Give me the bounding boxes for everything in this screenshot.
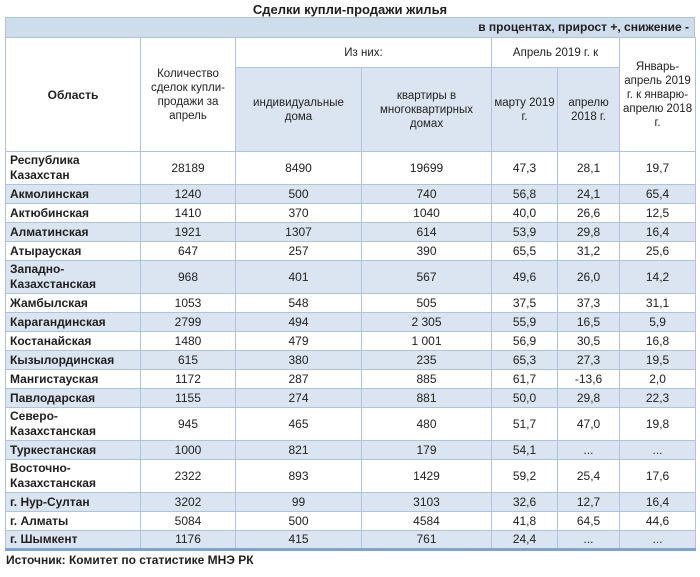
table-row — [6, 242, 696, 261]
value-cell: 505 — [362, 294, 492, 313]
region-cell: Туркестанская — [6, 441, 141, 460]
value-cell: 479 — [236, 332, 362, 351]
value-cell: 740 — [362, 185, 492, 204]
region-cell: Костанайская — [6, 332, 141, 351]
value-cell: 44,6 — [620, 512, 696, 531]
value-cell: 24,4 — [492, 531, 558, 550]
value-cell: 17,6 — [620, 460, 696, 493]
value-cell: ... — [558, 531, 620, 550]
value-cell: 415 — [236, 531, 362, 550]
value-cell: 615 — [141, 351, 236, 370]
region-cell: Актюбинская — [6, 204, 141, 223]
table-row — [6, 313, 696, 332]
value-cell: 27,3 — [558, 351, 620, 370]
value-cell: 1480 — [141, 332, 236, 351]
value-cell: 16,5 — [558, 313, 620, 332]
value-cell: 2,0 — [620, 370, 696, 389]
value-cell: 19,7 — [620, 152, 696, 185]
table-row — [6, 370, 696, 389]
value-cell: 56,8 — [492, 185, 558, 204]
data-table — [5, 37, 696, 551]
region-cell: Мангистауская — [6, 370, 141, 389]
value-cell: 28,1 — [558, 152, 620, 185]
value-cell: 821 — [236, 441, 362, 460]
value-cell: 25,4 — [558, 460, 620, 493]
value-cell: 500 — [236, 185, 362, 204]
value-cell: 761 — [362, 531, 492, 550]
region-cell: Карагандинская — [6, 313, 141, 332]
table-row — [6, 261, 696, 294]
region-cell: Алматинская — [6, 223, 141, 242]
value-cell: 37,5 — [492, 294, 558, 313]
table-row — [6, 223, 696, 242]
region-cell: Северо-Казахстанская — [6, 408, 141, 441]
value-cell: 3103 — [362, 493, 492, 512]
value-cell: 1040 — [362, 204, 492, 223]
value-cell: 287 — [236, 370, 362, 389]
value-cell: 2 305 — [362, 313, 492, 332]
value-cell: 56,9 — [492, 332, 558, 351]
value-cell: 47,3 — [492, 152, 558, 185]
value-cell: 50,0 — [492, 389, 558, 408]
value-cell: 480 — [362, 408, 492, 441]
value-cell: 65,3 — [492, 351, 558, 370]
value-cell: 1429 — [362, 460, 492, 493]
value-cell: 32,6 — [492, 493, 558, 512]
region-cell: Кызылординская — [6, 351, 141, 370]
value-cell: 61,7 — [492, 370, 558, 389]
value-cell: 53,9 — [492, 223, 558, 242]
col-header-to-march-2019: марту 2019 г. — [492, 68, 558, 152]
region-cell: Западно-Казахстанская — [6, 261, 141, 294]
value-cell: 881 — [362, 389, 492, 408]
value-cell: 19699 — [362, 152, 492, 185]
table-row — [6, 389, 696, 408]
table-row — [6, 351, 696, 370]
value-cell: 370 — [236, 204, 362, 223]
value-cell: 30,5 — [558, 332, 620, 351]
value-cell: 1307 — [236, 223, 362, 242]
value-cell: 19,5 — [620, 351, 696, 370]
value-cell: 16,8 — [620, 332, 696, 351]
region-cell: Жамбылская — [6, 294, 141, 313]
value-cell: 274 — [236, 389, 362, 408]
table-row — [6, 332, 696, 351]
value-cell: 24,1 — [558, 185, 620, 204]
value-cell: 41,8 — [492, 512, 558, 531]
value-cell: 5,9 — [620, 313, 696, 332]
value-cell: 14,2 — [620, 261, 696, 294]
value-cell: 65,4 — [620, 185, 696, 204]
value-cell: 500 — [236, 512, 362, 531]
table-row — [6, 185, 696, 204]
region-cell: г. Алматы — [6, 512, 141, 531]
col-header-total: Количество сделок купли-продажи за апрель — [141, 38, 236, 152]
table-row — [6, 152, 696, 185]
page-title: Сделки купли-продажи жилья — [252, 2, 448, 17]
value-cell: 28189 — [141, 152, 236, 185]
source-note: Источник: Комитет по статистике МНЭ РК — [6, 553, 254, 567]
value-cell: 1176 — [141, 531, 236, 550]
value-cell: ... — [558, 441, 620, 460]
units-note: в процентах, прирост +, снижение - — [5, 17, 695, 37]
value-cell: 26,6 — [558, 204, 620, 223]
value-cell: 99 — [236, 493, 362, 512]
col-header-to-april-2018: апрелю 2018 г. — [558, 68, 620, 152]
value-cell: 16,4 — [620, 493, 696, 512]
value-cell: 37,3 — [558, 294, 620, 313]
value-cell: 567 — [362, 261, 492, 294]
value-cell: 390 — [362, 242, 492, 261]
value-cell: 1410 — [141, 204, 236, 223]
value-cell: 5084 — [141, 512, 236, 531]
value-cell: 968 — [141, 261, 236, 294]
value-cell: -13,6 — [558, 370, 620, 389]
col-group-april-2019: Апрель 2019 г. к — [492, 38, 620, 68]
col-header-individual-houses: индивидуальные дома — [236, 68, 362, 152]
value-cell: 4584 — [362, 512, 492, 531]
region-cell: Атырауская — [6, 242, 141, 261]
col-group-of-them: Из них: — [236, 38, 492, 68]
region-cell: г. Шымкент — [6, 531, 141, 550]
value-cell: 22,3 — [620, 389, 696, 408]
value-cell: 26,0 — [558, 261, 620, 294]
value-cell: 29,8 — [558, 223, 620, 242]
value-cell: 380 — [236, 351, 362, 370]
value-cell: 54,1 — [492, 441, 558, 460]
value-cell: 1 001 — [362, 332, 492, 351]
value-cell: 548 — [236, 294, 362, 313]
value-cell: 179 — [362, 441, 492, 460]
value-cell: 51,7 — [492, 408, 558, 441]
col-header-jan-apr: Январь-апрель 2019 г. к январю-апрелю 2018 г. — [620, 38, 696, 152]
region-cell: Республика Казахстан — [6, 152, 141, 185]
value-cell: 1240 — [141, 185, 236, 204]
value-cell: 8490 — [236, 152, 362, 185]
value-cell: 31,2 — [558, 242, 620, 261]
value-cell: 1053 — [141, 294, 236, 313]
value-cell: 614 — [362, 223, 492, 242]
value-cell: 2799 — [141, 313, 236, 332]
value-cell: 65,5 — [492, 242, 558, 261]
value-cell: 29,8 — [558, 389, 620, 408]
region-cell: г. Нур-Султан — [6, 493, 141, 512]
value-cell: 257 — [236, 242, 362, 261]
value-cell: 59,2 — [492, 460, 558, 493]
table-row — [6, 408, 696, 441]
table-row — [6, 204, 696, 223]
value-cell: 25,6 — [620, 242, 696, 261]
col-header-region: Область — [6, 38, 141, 152]
value-cell: 1155 — [141, 389, 236, 408]
value-cell: 3202 — [141, 493, 236, 512]
value-cell: 12,7 — [558, 493, 620, 512]
value-cell: 2322 — [141, 460, 236, 493]
region-cell: Павлодарская — [6, 389, 141, 408]
table-row — [6, 531, 696, 550]
value-cell: 55,9 — [492, 313, 558, 332]
value-cell: 945 — [141, 408, 236, 441]
region-cell: Акмолинская — [6, 185, 141, 204]
value-cell: 16,4 — [620, 223, 696, 242]
table-row — [6, 294, 696, 313]
value-cell: 31,1 — [620, 294, 696, 313]
value-cell: 64,5 — [558, 512, 620, 531]
table-row — [6, 512, 696, 531]
value-cell: 885 — [362, 370, 492, 389]
value-cell: 647 — [141, 242, 236, 261]
value-cell: 1921 — [141, 223, 236, 242]
value-cell: 40,0 — [492, 204, 558, 223]
region-cell: Восточно-Казахстанская — [6, 460, 141, 493]
value-cell: 49,6 — [492, 261, 558, 294]
table-row — [6, 460, 696, 493]
value-cell: 1000 — [141, 441, 236, 460]
value-cell: 465 — [236, 408, 362, 441]
table-row — [6, 493, 696, 512]
value-cell: 893 — [236, 460, 362, 493]
col-header-apartments: квартиры в многоквартирных домах — [362, 68, 492, 152]
table-row — [6, 441, 696, 460]
value-cell: 19,8 — [620, 408, 696, 441]
value-cell: 47,0 — [558, 408, 620, 441]
value-cell: 1172 — [141, 370, 236, 389]
value-cell: ... — [620, 441, 696, 460]
value-cell: 494 — [236, 313, 362, 332]
value-cell: 235 — [362, 351, 492, 370]
value-cell: 401 — [236, 261, 362, 294]
value-cell: ... — [620, 531, 696, 550]
value-cell: 12,5 — [620, 204, 696, 223]
table-container — [5, 17, 695, 551]
